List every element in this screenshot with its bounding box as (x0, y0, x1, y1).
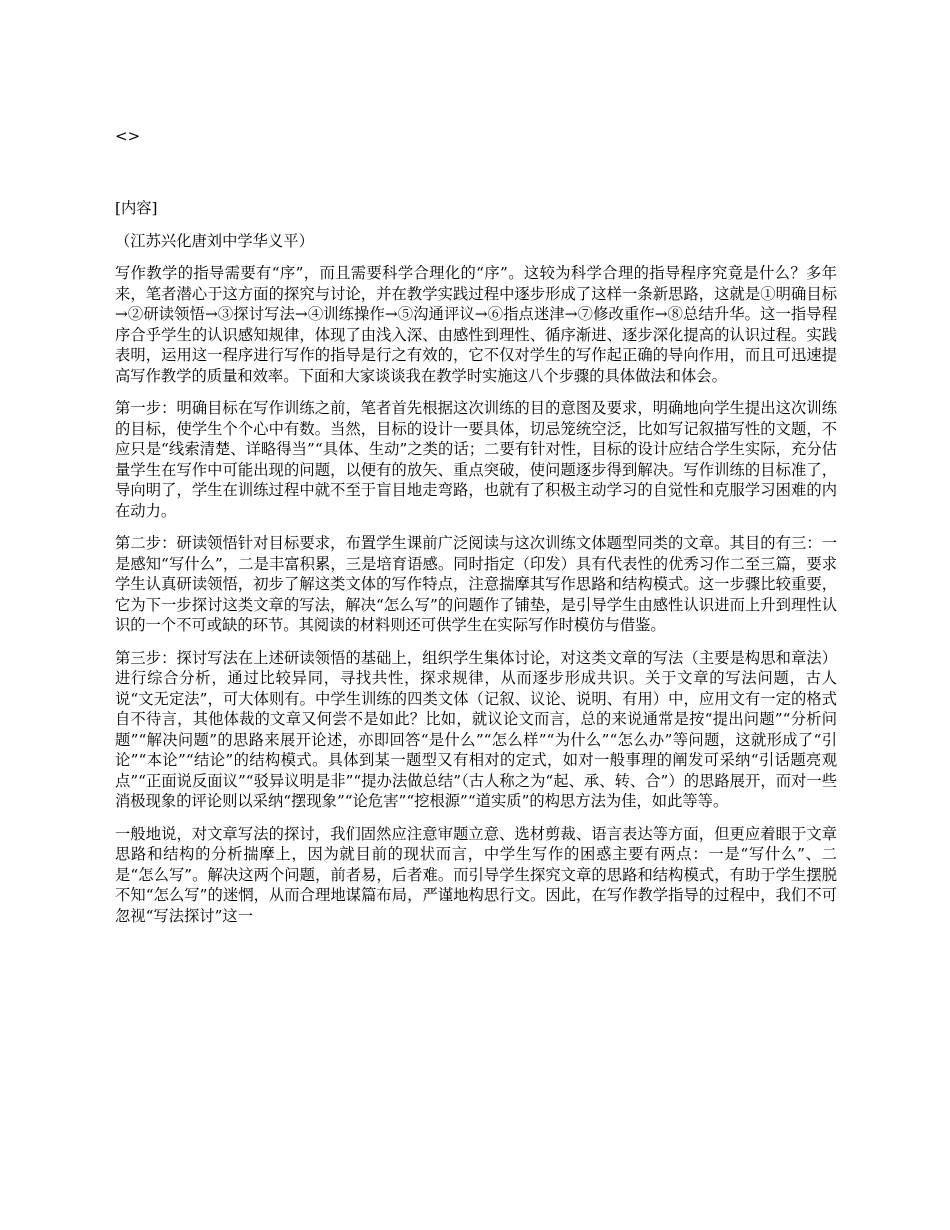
paragraph-intro: 写作教学的指导需要有“序”，而且需要科学合理化的“序”。这较为科学合理的指导程序究竟是什么？多年来，笔者潜心于这方面的探究与讨论，并在教学实践过程中逐步形成了这样一条新思路，这就是①明确目标→②研读领悟→③探讨写法→④训练操作→⑤沟通评议→⑥指点迷津→⑦修改重作→⑧总结升华。这一指导程序合乎学生的认识感知规律，体现了由浅入深、由感性到理性、循序渐进、逐步深化提高的认识过程。实践表明，运用这一程序进行写作的指导是行之有效的，它不仅对学生的写作起正确的导向作用，而且可迅速提高写作教学的质量和效率。下面和大家谈谈我在教学时实施这八个步骤的具体做法和体会。 (115, 264, 837, 385)
author-line: （江苏兴化唐刘中学华义平） (115, 231, 314, 250)
paragraph-step-3: 第三步：探讨写法在上述研读领悟的基础上，组织学生集体讨论，对这类文章的写法（主要是构思和章法）进行综合分析，通过比较异同，寻找共性，探求规律，从而逐步形成共识。关于文章的写法问题，古人说“文无定法”，可大体则有。中学生训练的四类文体（记叙、议论、说明、有用）中，应用文有一定的格式自不待言，其他体裁的文章又何尝不是如此？比如，就议论文而言，总的来说通常是按“提出问题”“分析问题”“解决问题”的思路来展开论述，亦即回答“是什么”“怎么样”“为什么”“怎么办”等问题，这就形成了“引论”“本论”“结论”的结构模式。具体到某一题型又有相对的定式，如对一般事理的阐发可采纳“引话题亮观点”“正面说反面议”“驳异议明是非”“提办法做总结”（古人称之为“起、承、转、合”）的思路展开，而对一些消极现象的评论则以采纳“摆现象”“论危害”“挖根源”“道实质”的构思方法为佳，如此等等。 (115, 648, 837, 810)
content-label: [内容] (115, 199, 158, 217)
paragraph-step-1: 第一步：明确目标在写作训练之前，笔者首先根据这次训练的目的意图及要求，明确地向学生提出这次训练的目标，使学生个个心中有数。当然，目标的设计一要具体，切忌笼统空泛，比如写记叙描写性的文题，不应只是“线索清楚、详略得当”“具体、生动”之类的话；二要有针对性，目标的设计应结合学生实际，充分估量学生在写作中可能出现的问题，以便有的放矢、重点突破，使问题逐步得到解决。写作训练的目标准了，导向明了，学生在训练过程中就不至于盲目地走弯路，也就有了积极主动学习的自觉性和克服学习困难的内在动力。 (115, 399, 837, 520)
paragraph-step-2: 第二步：研读领悟针对目标要求，布置学生课前广泛阅读与这次训练文体题型同类的文章。其目的有三：一是感知“写什么”，二是丰富积累，三是培育语感。同时指定（印发）具有代表性的优秀习作二至三篇，要求学生认真研读领悟，初步了解这类文体的写作特点，注意揣摩其写作思路和结构模式。这一步骤比较重要，它为下一步探讨这类文章的写法，解决“怎么写”的问题作了铺垫，是引导学生由感性认识进而上升到理性认识的一个不可或缺的环节。其阅读的材料则还可供学生在实际写作时模仿与借鉴。 (115, 534, 837, 634)
paragraph-general: 一般地说，对文章写法的探讨，我们固然应注意审题立意、选材剪裁、语言表达等方面，但更应着眼于文章思路和结构的分析揣摩上，因为就目前的现状而言，中学生写作的困惑主要有两点：一是“写什么”、二是“怎么写”。解决这两个问题，前者易，后者难。而引导学生探究文章的思路和结构模式，有助于学生摆脱不知“怎么写”的迷惘，从而合理地谋篇布局，严谨地构思行文。因此，在写作教学指导的过程中，我们不可忽视“写法探讨”这一 (115, 824, 837, 925)
document-title-marker: <> (115, 127, 141, 145)
document-body (115, 198, 837, 938)
